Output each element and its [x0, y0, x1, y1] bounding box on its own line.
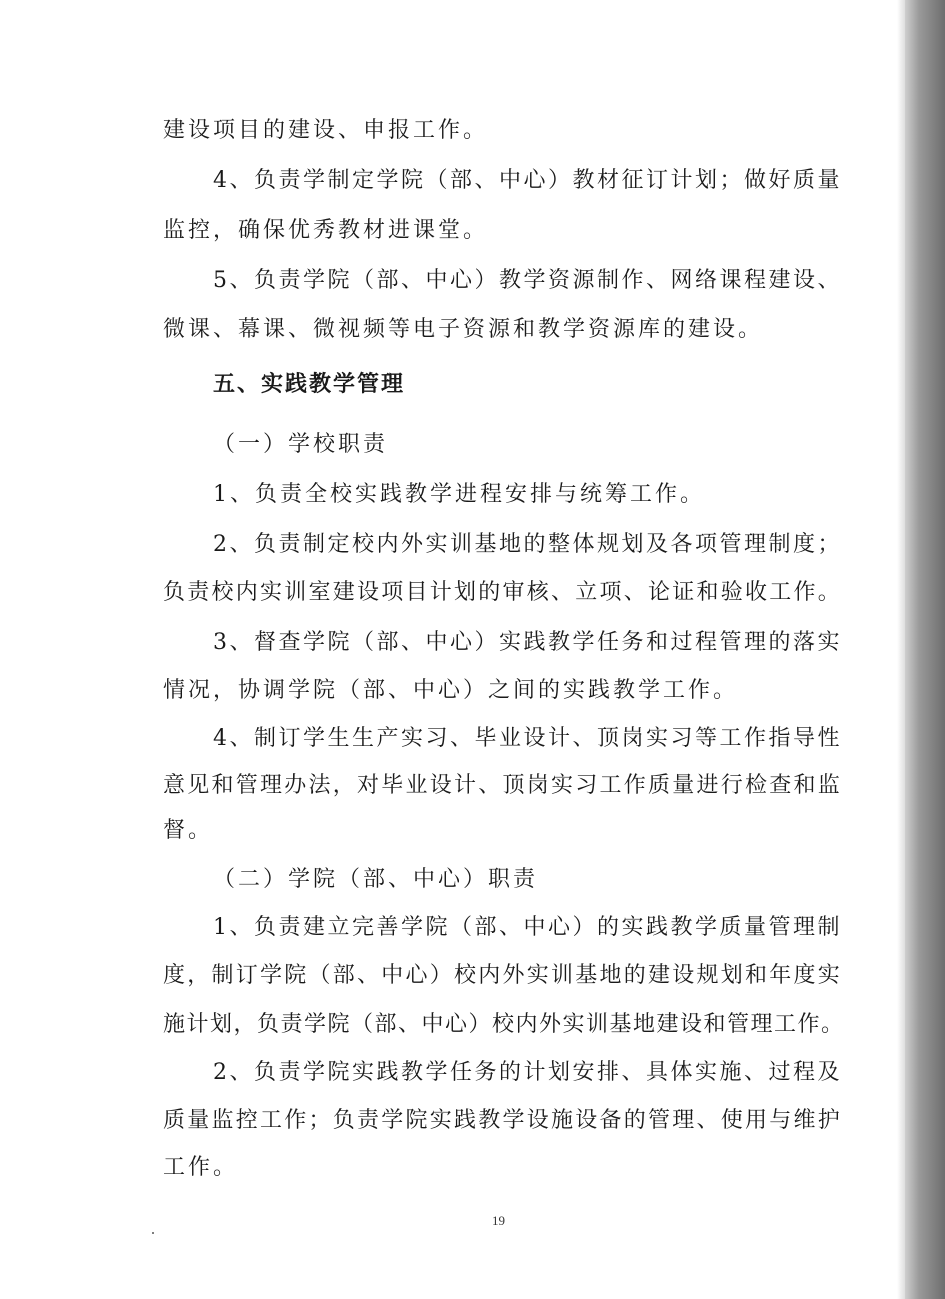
binding-edge: [905, 0, 945, 1299]
text-line: 施计划，负责学院（部、中心）校内外实训基地建设和管理工作。: [163, 1012, 845, 1037]
section-heading: 五、实践教学管理: [213, 371, 406, 397]
text-line: 工作。: [163, 1155, 239, 1180]
scan-shadow: [897, 0, 905, 1299]
text-line: 度，制订学院（部、中心）校内外实训基地的建设规划和年度实: [163, 963, 843, 988]
text-line: 4、制订学生生产实习、毕业设计、顶岗实习等工作指导性: [213, 726, 842, 751]
subsection-heading: （一）学校职责: [213, 432, 389, 457]
text-line: 微课、幕课、微视频等电子资源和教学资源库的建设。: [163, 317, 764, 342]
text-line: 监控，确保优秀教材进课堂。: [163, 218, 489, 243]
text-line: 3、督查学院（部、中心）实践教学任务和过程管理的落实: [213, 630, 842, 655]
text-line: 2、负责学院实践教学任务的计划安排、具体实施、过程及: [213, 1060, 842, 1085]
text-line: 1、负责建立完善学院（部、中心）的实践教学质量管理制: [213, 915, 842, 940]
text-line: 2、负责制定校内外实训基地的整体规划及各项管理制度；: [213, 532, 842, 557]
text-line: 情况，协调学院（部、中心）之间的实践教学工作。: [163, 678, 739, 703]
text-line: 意见和管理办法，对毕业设计、顶岗实习工作质量进行检查和监: [163, 773, 843, 798]
text-line: 建设项目的建设、申报工作。: [163, 118, 489, 143]
subsection-heading: （二）学院（部、中心）职责: [213, 867, 539, 892]
page-number: 19: [492, 1213, 505, 1228]
text-line: 督。: [163, 818, 214, 843]
text-line: 5、负责学院（部、中心）教学资源制作、网络课程建设、: [213, 268, 842, 293]
text-line: 质量监控工作；负责学院实践教学设施设备的管理、使用与维护: [163, 1108, 843, 1133]
text-line: 4、负责学制定学院（部、中心）教材征订计划；做好质量: [213, 168, 842, 193]
scan-speck: [152, 1232, 154, 1234]
text-line: 1、负责全校实践教学进程安排与统筹工作。: [213, 482, 705, 507]
text-line: 负责校内实训室建设项目计划的审核、立项、论证和验收工作。: [163, 580, 843, 605]
